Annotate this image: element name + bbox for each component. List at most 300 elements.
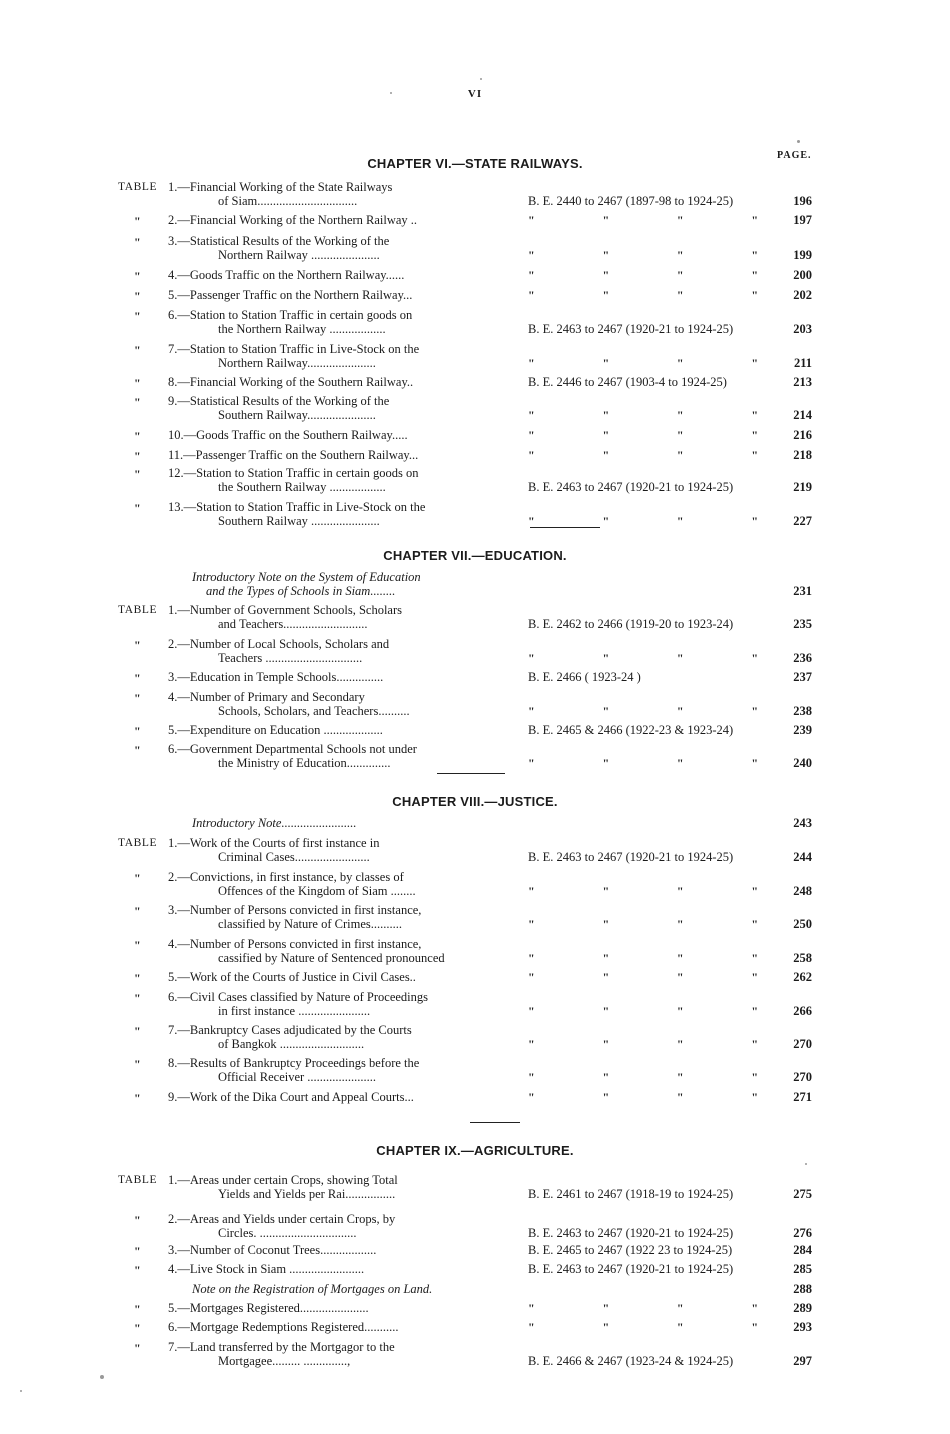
entry-title-line: 1.—Financial Working of the State Railways <box>168 180 393 194</box>
ditto-marker: " <box>134 638 142 652</box>
ditto-mark: " <box>751 1070 758 1084</box>
entry-title-line: the Northern Railway .................. <box>218 322 386 336</box>
entry-title <box>168 428 490 442</box>
ditto-marker: " <box>134 904 142 918</box>
entry-page-number: 248 <box>793 884 812 898</box>
ditto-mark: " <box>676 970 684 984</box>
entry-page-number: 289 <box>793 1301 812 1315</box>
entry-title <box>168 723 490 737</box>
entry-page-number: 243 <box>793 816 812 830</box>
ditto-marker: " <box>134 501 142 515</box>
ditto-marker: " <box>134 724 142 738</box>
ditto-mark: " <box>676 428 684 442</box>
entry-page-number: 270 <box>793 1037 812 1051</box>
entry-page-number: 200 <box>793 268 812 282</box>
ditto-mark: " <box>602 408 610 422</box>
chapter-title: CHAPTER IX.—AGRICULTURE. <box>376 1143 574 1158</box>
ditto-mark: " <box>528 756 535 770</box>
ditto-mark: " <box>602 288 610 302</box>
entry-title-line: 9.—Work of the Dika Court and Appeal Courts... <box>168 1090 414 1104</box>
entry-period: B. E. 2465 & 2466 (1922-23 & 1923-24) <box>528 723 734 737</box>
entry-title-line: Offences of the Kingdom of Siam ........ <box>218 884 416 898</box>
ditto-mark: " <box>676 288 684 302</box>
ditto-marker: " <box>134 1341 142 1355</box>
entry-page-number: 238 <box>793 704 812 718</box>
section-divider <box>470 1122 520 1123</box>
entry-page-number: 235 <box>793 617 812 631</box>
entry-title <box>168 448 490 462</box>
entry-title <box>168 1320 490 1334</box>
period-ditto-marks <box>528 448 758 462</box>
entry-title <box>168 836 490 864</box>
ditto-mark: " <box>676 917 684 931</box>
ditto-marker: " <box>134 214 142 228</box>
entry-page-number: 250 <box>793 917 812 931</box>
period-ditto-marks <box>528 213 758 227</box>
entry-title-line: 9.—Statistical Results of the Working of the <box>168 394 390 408</box>
entry-title-line: Southern Railway ...................... <box>218 514 380 528</box>
ditto-mark: " <box>676 248 684 262</box>
entry-page-number: 271 <box>793 1090 812 1104</box>
ditto-mark: " <box>676 951 684 965</box>
entry-page-number: 270 <box>793 1070 812 1084</box>
entry-title-line: classified by Nature of Crimes.......... <box>218 917 402 931</box>
ditto-mark: " <box>602 756 610 770</box>
period-ditto-marks <box>528 704 758 718</box>
page-column-label: PAGE. <box>777 150 812 161</box>
entry-title-line: 6.—Station to Station Traffic in certain goods on <box>168 308 413 322</box>
ditto-mark: " <box>751 1320 758 1334</box>
ditto-mark: " <box>602 1301 610 1315</box>
entry-title <box>168 342 490 370</box>
entry-title <box>168 308 490 336</box>
period-ditto-marks <box>528 248 758 262</box>
ditto-marker: " <box>134 289 142 303</box>
entry-title-line: 2.—Financial Working of the Northern Railway .. <box>168 213 418 227</box>
ditto-marker: " <box>134 743 142 757</box>
ditto-mark: " <box>528 651 535 665</box>
entry-period: B. E. 2466 ( 1923-24 ) <box>528 670 641 684</box>
entry-title-line: 4.—Goods Traffic on the Northern Railway...... <box>168 268 405 282</box>
entry-title-line: 3.—Number of Coconut Trees.................. <box>168 1243 377 1257</box>
ditto-mark: " <box>751 356 758 370</box>
ditto-mark: " <box>751 651 758 665</box>
ditto-mark: " <box>751 1090 758 1104</box>
ditto-mark: " <box>751 1004 758 1018</box>
ditto-mark: " <box>528 213 535 227</box>
ditto-marker: " <box>134 343 142 357</box>
table-marker: TABLE <box>118 604 158 616</box>
ditto-mark: " <box>751 970 758 984</box>
ditto-mark: " <box>528 1320 535 1334</box>
ditto-marker: " <box>134 1091 142 1105</box>
entry-title-line: 5.—Work of the Courts of Justice in Civil Cases.. <box>168 970 416 984</box>
table-marker: TABLE <box>118 1174 158 1186</box>
entry-page-number: 285 <box>793 1262 812 1276</box>
entry-title <box>168 637 490 665</box>
entry-page-number: 297 <box>793 1354 812 1368</box>
entry-title-line: Northern Railway ...................... <box>218 248 380 262</box>
ditto-marker: " <box>134 1263 142 1277</box>
entry-title-line: 4.—Number of Persons convicted in first instance, <box>168 937 422 951</box>
entry-title <box>168 603 490 631</box>
entry-title-line: Circles. ............................... <box>218 1226 357 1240</box>
entry-title <box>168 180 490 208</box>
entry-title <box>168 394 490 422</box>
ditto-mark: " <box>676 448 684 462</box>
entry-period: B. E. 2465 to 2467 (1922 23 to 1924-25) <box>528 1243 733 1257</box>
entry-title <box>168 742 490 770</box>
ditto-mark: " <box>751 756 758 770</box>
ditto-mark: " <box>528 408 535 422</box>
ditto-mark: " <box>676 1301 684 1315</box>
entry-title-line: 1.—Areas under certain Crops, showing Total <box>168 1173 398 1187</box>
ditto-marker: " <box>134 991 142 1005</box>
entry-title-line: 10.—Goods Traffic on the Southern Railway..... <box>168 428 408 442</box>
ditto-mark: " <box>751 917 758 931</box>
table-marker: TABLE <box>118 837 158 849</box>
ditto-marker: " <box>134 467 142 481</box>
ditto-mark: " <box>602 970 610 984</box>
ditto-mark: " <box>751 408 758 422</box>
ditto-mark: " <box>602 514 610 528</box>
ditto-marker: " <box>134 1302 142 1316</box>
ditto-mark: " <box>676 651 684 665</box>
ditto-mark: " <box>602 448 610 462</box>
period-ditto-marks <box>528 1301 758 1315</box>
ditto-mark: " <box>602 1070 610 1084</box>
entry-period: B. E. 2440 to 2467 (1897-98 to 1924-25) <box>528 194 734 208</box>
ditto-mark: " <box>528 970 535 984</box>
entry-title <box>168 990 490 1018</box>
period-ditto-marks <box>528 428 758 442</box>
ditto-mark: " <box>602 1320 610 1334</box>
period-ditto-marks <box>528 1037 758 1051</box>
entry-title-line: 7.—Bankruptcy Cases adjudicated by the Courts <box>168 1023 412 1037</box>
ditto-mark: " <box>751 288 758 302</box>
scan-speck <box>100 1375 104 1379</box>
entry-page-number: 240 <box>793 756 812 770</box>
ditto-marker: " <box>134 871 142 885</box>
ditto-marker: " <box>134 691 142 705</box>
entry-page-number: 214 <box>793 408 812 422</box>
entry-title-line: 7.—Station to Station Traffic in Live-Stock on the <box>168 342 420 356</box>
entry-title-line: Teachers ............................... <box>218 651 363 665</box>
ditto-mark: " <box>528 356 535 370</box>
entry-title-line: Mortgagee......... .............., <box>218 1354 351 1368</box>
entry-title-line: in first instance ....................... <box>218 1004 371 1018</box>
entry-title-line: 1.—Work of the Courts of first instance in <box>168 836 380 850</box>
period-ditto-marks <box>528 268 758 282</box>
entry-page-number: 258 <box>793 951 812 965</box>
entry-title <box>168 466 490 494</box>
ditto-mark: " <box>751 213 758 227</box>
entry-title-line: Introductory Note on the System of Education <box>192 570 421 584</box>
ditto-mark: " <box>676 704 684 718</box>
entry-page-number: 197 <box>793 213 812 227</box>
ditto-marker: " <box>134 938 142 952</box>
ditto-mark: " <box>676 1320 684 1334</box>
ditto-mark: " <box>528 428 535 442</box>
entry-title <box>168 500 490 528</box>
ditto-mark: " <box>528 884 535 898</box>
entry-title <box>168 213 490 227</box>
entry-title <box>168 1243 490 1257</box>
table-marker: TABLE <box>118 181 158 193</box>
entry-period: B. E. 2463 to 2467 (1920-21 to 1924-25) <box>528 480 734 494</box>
period-ditto-marks <box>528 1004 758 1018</box>
entry-title <box>168 1173 490 1201</box>
entry-title-line: 4.—Live Stock in Siam ........................ <box>168 1262 365 1276</box>
page-number: VI <box>467 88 483 100</box>
entry-title-line: 2.—Convictions, in first instance, by classes of <box>168 870 404 884</box>
ditto-mark: " <box>751 1037 758 1051</box>
ditto-mark: " <box>528 514 535 528</box>
entry-page-number: 237 <box>793 670 812 684</box>
entry-title-line: Official Receiver ...................... <box>218 1070 377 1084</box>
entry-title <box>168 870 490 898</box>
chapter-title: CHAPTER VI.—STATE RAILWAYS. <box>367 156 583 171</box>
entry-title-line: Schools, Scholars, and Teachers.......... <box>218 704 410 718</box>
entry-title <box>168 1212 490 1240</box>
section-divider <box>530 527 600 528</box>
period-ditto-marks <box>528 1090 758 1104</box>
entry-title <box>168 234 490 262</box>
ditto-mark: " <box>528 288 535 302</box>
ditto-marker: " <box>134 1213 142 1227</box>
entry-page-number: 227 <box>793 514 812 528</box>
period-ditto-marks <box>528 514 758 528</box>
entry-period: B. E. 2463 to 2467 (1920-21 to 1924-25) <box>528 1226 734 1240</box>
entry-period: B. E. 2463 to 2467 (1920-21 to 1924-25) <box>528 1262 734 1276</box>
entry-title-line: and the Types of Schools in Siam........ <box>206 584 396 598</box>
entry-page-number: 216 <box>793 428 812 442</box>
scan-speck <box>797 140 800 143</box>
period-ditto-marks <box>528 408 758 422</box>
entry-title-line: 5.—Passenger Traffic on the Northern Railway... <box>168 288 413 302</box>
ditto-mark: " <box>602 428 610 442</box>
entry-title-line: 8.—Results of Bankruptcy Proceedings before the <box>168 1056 420 1070</box>
ditto-mark: " <box>751 951 758 965</box>
entry-page-number: 293 <box>793 1320 812 1334</box>
scan-speck <box>20 1390 22 1392</box>
ditto-marker: " <box>134 235 142 249</box>
ditto-mark: " <box>602 268 610 282</box>
ditto-mark: " <box>528 1090 535 1104</box>
ditto-mark: " <box>528 1004 535 1018</box>
period-ditto-marks <box>528 884 758 898</box>
ditto-mark: " <box>602 1037 610 1051</box>
entry-title-line: 13.—Station to Station Traffic in Live-Stock on the <box>168 500 426 514</box>
entry-title-line: the Ministry of Education.............. <box>218 756 391 770</box>
entry-title-line: 12.—Station to Station Traffic in certain goods on <box>168 466 419 480</box>
ditto-mark: " <box>602 884 610 898</box>
entry-title-line: Southern Railway...................... <box>218 408 376 422</box>
ditto-mark: " <box>528 1301 535 1315</box>
entry-title-line: Yields and Yields per Rai................ <box>218 1187 396 1201</box>
ditto-marker: " <box>134 309 142 323</box>
ditto-mark: " <box>528 268 535 282</box>
period-ditto-marks <box>528 970 758 984</box>
entry-title-line: 8.—Financial Working of the Southern Railway.. <box>168 375 414 389</box>
entry-page-number: 239 <box>793 723 812 737</box>
entry-title-line: 6.—Mortgage Redemptions Registered........... <box>168 1320 399 1334</box>
ditto-mark: " <box>602 951 610 965</box>
entry-page-number: 219 <box>793 480 812 494</box>
entry-page-number: 275 <box>793 1187 812 1201</box>
entry-title-line: 7.—Land transferred by the Mortgagor to the <box>168 1340 395 1354</box>
entry-period: B. E. 2446 to 2467 (1903-4 to 1924-25) <box>528 375 727 389</box>
ditto-marker: " <box>134 671 142 685</box>
entry-title <box>168 288 490 302</box>
entry-page-number: 213 <box>793 375 812 389</box>
scan-speck <box>390 92 392 94</box>
ditto-mark: " <box>528 917 535 931</box>
entry-title-line: 11.—Passenger Traffic on the Southern Railway... <box>168 448 419 462</box>
ditto-mark: " <box>676 268 684 282</box>
period-ditto-marks <box>528 288 758 302</box>
entry-title-line: 3.—Number of Persons convicted in first instance, <box>168 903 422 917</box>
entry-title-line: 4.—Number of Primary and Secondary <box>168 690 365 704</box>
ditto-mark: " <box>602 651 610 665</box>
entry-page-number: 196 <box>793 194 812 208</box>
ditto-mark: " <box>602 356 610 370</box>
entry-page-number: 218 <box>793 448 812 462</box>
entry-title <box>168 1301 490 1315</box>
entry-title-line: 5.—Mortgages Registered...................... <box>168 1301 369 1315</box>
entry-page-number: 202 <box>793 288 812 302</box>
chapter-title: CHAPTER VII.—EDUCATION. <box>383 548 567 563</box>
chapter-title: CHAPTER VIII.—JUSTICE. <box>392 794 558 809</box>
entry-title <box>168 937 490 965</box>
ditto-mark: " <box>602 213 610 227</box>
entry-title-line: Criminal Cases........................ <box>218 850 370 864</box>
entry-page-number: 199 <box>793 248 812 262</box>
ditto-mark: " <box>751 884 758 898</box>
entry-title-line: cassified by Nature of Sentenced pronounced <box>218 951 445 965</box>
entry-title-line: 2.—Areas and Yields under certain Crops, by <box>168 1212 396 1226</box>
entry-page-number: 236 <box>793 651 812 665</box>
ditto-marker: " <box>134 1024 142 1038</box>
ditto-marker: " <box>134 395 142 409</box>
entry-title <box>168 1340 490 1368</box>
ditto-marker: " <box>134 269 142 283</box>
period-ditto-marks <box>528 917 758 931</box>
entry-period: B. E. 2461 to 2467 (1918-19 to 1924-25) <box>528 1187 734 1201</box>
entry-page-number: 231 <box>793 584 812 598</box>
entry-title <box>168 1090 490 1104</box>
ditto-mark: " <box>676 514 684 528</box>
ditto-mark: " <box>528 1070 535 1084</box>
entry-page-number: 203 <box>793 322 812 336</box>
period-ditto-marks <box>528 756 758 770</box>
entry-title <box>168 903 490 931</box>
ditto-mark: " <box>676 1070 684 1084</box>
entry-title <box>168 268 490 282</box>
entry-title-line: 3.—Education in Temple Schools............... <box>168 670 384 684</box>
ditto-mark: " <box>751 514 758 528</box>
ditto-mark: " <box>528 248 535 262</box>
ditto-marker: " <box>134 449 142 463</box>
ditto-mark: " <box>751 248 758 262</box>
ditto-mark: " <box>751 704 758 718</box>
entry-page-number: 266 <box>793 1004 812 1018</box>
ditto-mark: " <box>676 1004 684 1018</box>
ditto-mark: " <box>676 356 684 370</box>
entry-title <box>168 1282 490 1296</box>
ditto-mark: " <box>676 884 684 898</box>
ditto-mark: " <box>751 268 758 282</box>
entry-period: B. E. 2462 to 2466 (1919-20 to 1923-24) <box>528 617 734 631</box>
ditto-marker: " <box>134 1244 142 1258</box>
entry-title-line: Note on the Registration of Mortgages on Land. <box>192 1282 433 1296</box>
ditto-mark: " <box>676 1037 684 1051</box>
entry-page-number: 276 <box>793 1226 812 1240</box>
ditto-mark: " <box>676 1090 684 1104</box>
entry-page-number: 244 <box>793 850 812 864</box>
ditto-mark: " <box>676 213 684 227</box>
ditto-marker: " <box>134 376 142 390</box>
entry-title <box>168 1023 490 1051</box>
ditto-marker: " <box>134 1057 142 1071</box>
ditto-mark: " <box>676 756 684 770</box>
section-divider <box>437 773 505 774</box>
entry-page-number: 211 <box>793 356 812 370</box>
ditto-mark: " <box>751 448 758 462</box>
entry-title-line: 3.—Statistical Results of the Working of the <box>168 234 390 248</box>
ditto-mark: " <box>528 704 535 718</box>
entry-page-number: 288 <box>793 1282 812 1296</box>
entry-title <box>168 570 490 598</box>
entry-title-line: of Bangkok ........................... <box>218 1037 365 1051</box>
period-ditto-marks <box>528 1320 758 1334</box>
ditto-mark: " <box>751 428 758 442</box>
period-ditto-marks <box>528 951 758 965</box>
period-ditto-marks <box>528 651 758 665</box>
entry-title <box>168 375 490 389</box>
entry-title <box>168 1262 490 1276</box>
ditto-mark: " <box>528 448 535 462</box>
entry-page-number: 284 <box>793 1243 812 1257</box>
entry-title-line: 5.—Expenditure on Education ................... <box>168 723 383 737</box>
entry-title-line: Northern Railway...................... <box>218 356 376 370</box>
entry-period: B. E. 2463 to 2467 (1920-21 to 1924-25) <box>528 850 734 864</box>
entry-title-line: 6.—Government Departmental Schools not under <box>168 742 417 756</box>
ditto-mark: " <box>602 1004 610 1018</box>
entry-title <box>168 670 490 684</box>
entry-title-line: 1.—Number of Government Schools, Scholars <box>168 603 402 617</box>
ditto-marker: " <box>134 1321 142 1335</box>
entry-title-line: and Teachers........................... <box>218 617 368 631</box>
ditto-mark: " <box>602 248 610 262</box>
entry-period: B. E. 2466 & 2467 (1923-24 & 1924-25) <box>528 1354 734 1368</box>
entry-title-line: the Southern Railway .................. <box>218 480 386 494</box>
ditto-mark: " <box>751 1301 758 1315</box>
ditto-mark: " <box>676 408 684 422</box>
entry-title-line: of Siam................................ <box>218 194 358 208</box>
entry-page-number: 262 <box>793 970 812 984</box>
entry-title <box>168 690 490 718</box>
entry-title <box>168 1056 490 1084</box>
entry-title <box>168 816 490 830</box>
period-ditto-marks <box>528 1070 758 1084</box>
ditto-mark: " <box>602 1090 610 1104</box>
entry-title-line: 2.—Number of Local Schools, Scholars and <box>168 637 390 651</box>
scan-speck <box>805 1163 807 1165</box>
ditto-mark: " <box>528 951 535 965</box>
ditto-mark: " <box>602 917 610 931</box>
ditto-marker: " <box>134 971 142 985</box>
